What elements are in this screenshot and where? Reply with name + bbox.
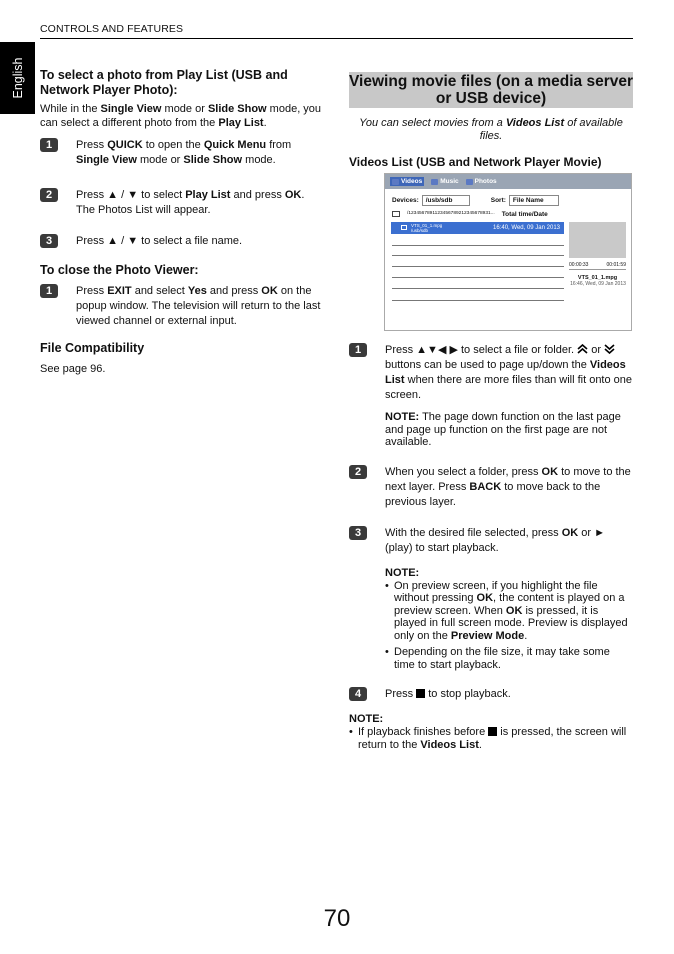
text: or <box>588 344 605 356</box>
text: Press ▲ / ▼ to select a file name. <box>76 235 243 247</box>
video-step-3 <box>349 526 633 556</box>
text: mode or <box>161 103 208 115</box>
text: Press <box>385 688 417 700</box>
text: Single View <box>76 154 137 166</box>
text: when there are more files than will fit onto one screen. <box>385 374 633 401</box>
text: on the popup window. The television will return to the last viewed channel or external input. <box>76 285 321 327</box>
videos-list-screenshot <box>384 173 632 331</box>
elapsed-time: 00:00:33 <box>569 262 589 268</box>
double-chevron-down-icon <box>604 344 615 354</box>
text: On preview screen, if you highlight the file without pressing <box>394 579 598 604</box>
note-page-function <box>349 411 633 449</box>
note-label: NOTE: <box>349 713 384 725</box>
step-number: 4 <box>349 687 367 701</box>
language-tab-label: English <box>10 57 25 99</box>
double-chevron-up-icon <box>577 344 588 354</box>
text: Press <box>76 139 108 151</box>
text: The Photos List will appear. <box>76 204 211 216</box>
text: Play List <box>185 189 231 201</box>
movie-file-icon <box>401 225 407 230</box>
text: . <box>263 117 267 129</box>
folder-icon <box>392 211 400 217</box>
text: Press ▲ / ▼ to select <box>76 189 186 201</box>
preview-file-name: VTS_01_1.mpg <box>577 275 618 281</box>
text: OK <box>284 189 302 201</box>
note-label: NOTE: <box>385 411 420 423</box>
list-row-divider <box>392 300 564 301</box>
text: and select <box>131 285 188 297</box>
text: and press <box>230 189 285 201</box>
video-step-4 <box>349 687 633 702</box>
total-duration: 00:01:59 <box>606 262 626 268</box>
list-row-divider <box>392 255 564 256</box>
text: to open the <box>142 139 204 151</box>
text: While in the <box>40 103 101 115</box>
file-compat-text: See page 96. <box>40 363 106 375</box>
text: Press ▲▼◀ ▶ to select a file or folder. <box>385 344 578 356</box>
text: VTS_01_1.mpg <box>411 223 443 228</box>
text: You can select movies from a <box>359 117 506 129</box>
path-row <box>392 211 548 218</box>
step-number: 1 <box>349 343 367 357</box>
videos-list-title: Videos List (USB and Network Player Movie) <box>349 155 602 169</box>
text: mode. <box>242 154 276 166</box>
text: QUICK <box>107 139 143 151</box>
list-row-divider <box>392 266 564 267</box>
photo-step-1 <box>40 138 330 168</box>
text: Preview Mode <box>450 629 525 642</box>
tab-photos <box>466 178 497 185</box>
language-tab <box>0 42 35 114</box>
video-step-2 <box>349 465 633 510</box>
text: is pressed, it is played in full screen mode. Preview is displayed only on the <box>394 604 628 642</box>
selected-file-row <box>391 222 564 234</box>
text: Slide Show <box>207 103 267 115</box>
file-compat-title: File Compatibility <box>40 341 145 355</box>
list-row-divider <box>392 277 564 278</box>
text: . <box>524 629 528 642</box>
note-stop <box>349 712 633 751</box>
text: Videos List <box>420 738 479 751</box>
step-number: 1 <box>40 284 58 298</box>
step-number: 3 <box>349 526 367 540</box>
text: Videos List <box>385 359 626 386</box>
text: /usb/sdb <box>411 228 429 233</box>
text: Quick Menu <box>203 139 267 151</box>
left-column <box>40 68 330 376</box>
text: mode or <box>136 154 184 166</box>
text: or ► (play) to start playback. <box>385 526 605 554</box>
close-viewer-title: To close the Photo Viewer: <box>40 263 199 277</box>
text: OK <box>261 285 278 297</box>
list-row-divider <box>392 245 564 246</box>
device-sort-row <box>392 195 559 206</box>
text: Slide Show <box>183 154 243 166</box>
text: mode, you can select a different photo from the <box>40 103 322 129</box>
preview-window <box>569 222 626 258</box>
text: Press <box>76 285 108 297</box>
text: Yes <box>187 285 207 297</box>
text: OK <box>561 526 579 539</box>
selected-file-time: 16:40, Wed, 09 Jan 2013 <box>493 225 560 231</box>
text: Single View <box>100 103 162 115</box>
text: With the desired file selected, press <box>385 526 562 539</box>
section-header: CONTROLS AND FEATURES <box>40 23 633 39</box>
devices-label: Devices: <box>392 197 419 204</box>
text: The page down function on the last page and page up function on the first page are not available. <box>385 411 621 448</box>
section-intro <box>349 117 633 143</box>
sort-label: Sort: <box>490 197 506 204</box>
text: . <box>478 738 482 751</box>
text: from <box>266 139 292 151</box>
text: EXIT <box>107 285 132 297</box>
video-step-1 <box>349 343 633 403</box>
selected-file-name <box>411 223 442 233</box>
page-number: 70 <box>323 905 351 932</box>
list-row-divider <box>392 288 564 289</box>
preview-file-date: 16:46, Wed, 09 Jan 2013 <box>570 281 626 287</box>
step-number: 2 <box>349 465 367 479</box>
stop-square-icon <box>416 689 425 698</box>
text: , the content is played on a preview screen. When <box>394 592 625 617</box>
video-icon <box>392 179 399 185</box>
total-time-label: Total time/Date <box>501 211 548 218</box>
photo-select-intro <box>40 102 330 130</box>
close-step-1 <box>40 284 330 329</box>
tab-label: Photos <box>474 178 497 185</box>
photo-icon <box>466 179 473 185</box>
tab-label: Videos <box>401 178 423 185</box>
step-number: 3 <box>40 234 58 248</box>
note-label: NOTE: <box>385 566 420 579</box>
text: When you select a folder, press <box>385 465 542 478</box>
text: . <box>301 189 305 201</box>
path-text: /1234567891123456789212345678931... <box>407 211 495 216</box>
step-number: 2 <box>40 188 58 202</box>
photo-step-2 <box>40 188 330 218</box>
text: If playback finishes before <box>358 726 489 738</box>
tab-label: Music <box>440 178 459 185</box>
text: to stop playback. <box>425 688 511 700</box>
text: is pressed, the screen will return to the <box>358 726 627 751</box>
text: OK <box>541 465 559 478</box>
preview-times <box>569 262 626 268</box>
note-bullet: • Depending on the file size, it may take some time to start playback. <box>385 646 633 671</box>
text: to move to the next layer. Press <box>385 465 631 493</box>
text: of available files. <box>479 117 623 142</box>
note-bullet <box>349 726 633 751</box>
sort-value: File Name <box>509 195 559 206</box>
music-icon <box>431 179 438 185</box>
tab-videos <box>390 177 424 186</box>
text: OK <box>476 592 494 604</box>
text: Videos List <box>505 117 565 129</box>
step-number: 1 <box>40 138 58 152</box>
progress-bar <box>569 269 626 270</box>
note-playback <box>349 566 633 672</box>
photo-select-title: To select a photo from Play List (USB and Network Player Photo): <box>40 68 288 97</box>
stop-square-icon <box>488 727 497 736</box>
text: buttons can be used to page up/down the <box>385 359 590 371</box>
text: Play List <box>218 117 264 129</box>
tab-music <box>431 178 458 185</box>
media-tabs <box>385 174 631 189</box>
photo-step-3 <box>40 234 330 249</box>
text: BACK <box>469 480 502 493</box>
text: and press <box>206 285 262 297</box>
text: to move back to the previous layer. <box>385 480 601 508</box>
note-bullet <box>385 580 633 643</box>
section-banner: Viewing movie files (on a media server or USB device) <box>349 73 633 107</box>
devices-value: /usb/sdb <box>422 195 470 206</box>
text: OK <box>505 604 523 617</box>
